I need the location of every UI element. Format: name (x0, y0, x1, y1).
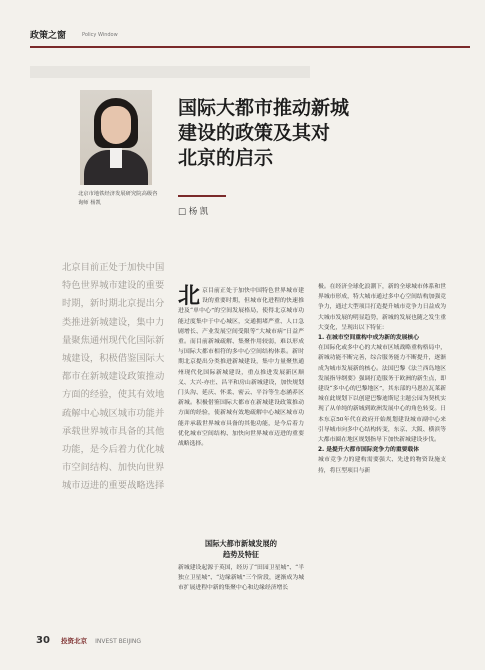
bleed-through-strip (30, 66, 310, 78)
body-column-1 (178, 286, 304, 449)
body-column-1-continued (178, 563, 304, 594)
body-paragraph: 新城建设起源于英国，经历了“田园卫星城”、“半独立卫星城”、“边缘新城”三个阶段，逐渐成为城市扩展进程中新的集聚中心和边缘经济增长 (178, 565, 304, 592)
body-paragraph: 极。在经济全球化浪潮下，新的全球城市体系和世界城市形成，特大城市通过多中心空间结构加强竞争力，通过大型项目打造提升城市竞争力日益成为大城市发展的明显趋势，新城的发展也随之发生重大变化，呈现出以下特征： (318, 284, 446, 331)
article-title: 国际大都市推动新城 建设的政策及其对 北京的启示 (178, 97, 350, 169)
section-header (30, 28, 470, 48)
section-title: 政策之窗 (30, 31, 67, 41)
drop-cap: 北 (178, 284, 201, 309)
body-column-2 (318, 282, 446, 476)
body-paragraph: 城市竞争力的建构需要强大、先进的物资设施支持，将巨型项目与新 (318, 457, 446, 474)
body-paragraph: 在国际化或多中心的大城市区域战略重构格局中，新城功能不断完善，综合服务能力不断提升，逐渐成为城市发展新的核心。法国巴黎《法兰西岛地区发展指导纲要》强调打造服务于欧洲的新生点，即建设“多中心的巴黎地区”，其东部的马恩拉瓦莱新城在此规划下以创建巴黎迪斯尼主题公园为契机实现了从单纯的新城到欧洲发展中心的角色转变。日本东京50年代在政府开始规划建设城市副中心来引导城市向多中心结构转变，东京、大阪、横滨等大都市圈在地区规划指导下加快新城建设步伐。 (318, 345, 446, 444)
body-paragraph: 京目前正处于加快中国特色世界城市建设的重要时期，但城市化进程的快速推进及“单中心”的空间发展格局，使得北京城市功能过度集中于中心城区，交通拥堵严重、人口急剧增长、产业发展空间受限等“大城市病”日益严重。而目前新城疏解、集聚作用较弱，难以形成与国际大都市相符的多中心空间结构体系。新时期北京提出分类推进新城建设，集中力量聚焦通州现代化国际新城建设，重点推进发展新区顺义、大兴-亦庄、昌平和房山新城建设，加快规划门头沟、延庆、怀柔、密云、平谷等生态涵养区新城。积极借鉴国际大都市在新城建设政策推动方面的经验，使新城有效地疏解中心城区城市功能并承载世界城市具备的其他功能，是今后着力优化城市空间结构、加快向世界城市迈进的重要战略选择。 (178, 288, 304, 448)
numbered-subheading: 1. 在城市空间重构中成为新的发展核心 (318, 335, 420, 342)
section-subheading: 国际大都市新城发展的 趋势及特征 (205, 539, 277, 559)
magazine-name: 投资北京 (61, 637, 88, 645)
author-photo (80, 90, 152, 185)
page-number: 30 (36, 635, 50, 646)
author-caption: 北京市地铁经济发展研究院高级咨询师 杨凯 (78, 191, 158, 206)
article-author: □ 杨 凯 (178, 207, 209, 217)
page-footer (36, 628, 141, 646)
title-rule (178, 195, 226, 197)
numbered-subheading: 2. 是提升大都市国际竞争力的重要载体 (318, 447, 420, 454)
article-abstract: 北京目前正处于加快中国特色世界城市建设的重要时期，新时期北京提出分类推进新城建设，集中力量聚焦通州现代化国际新城建设，积极借鉴国际大都市在新城建设政策推动方面的经验，使其有效地疏解中心城区城市功能并承载世界城市具备的其他功能，是今后着力优化城市空间结构、加快向世界城市迈进的重要战略选择 (62, 262, 165, 492)
magazine-name-en: INVEST BEIJING (95, 638, 141, 645)
section-subtitle: Policy Window (82, 32, 118, 38)
